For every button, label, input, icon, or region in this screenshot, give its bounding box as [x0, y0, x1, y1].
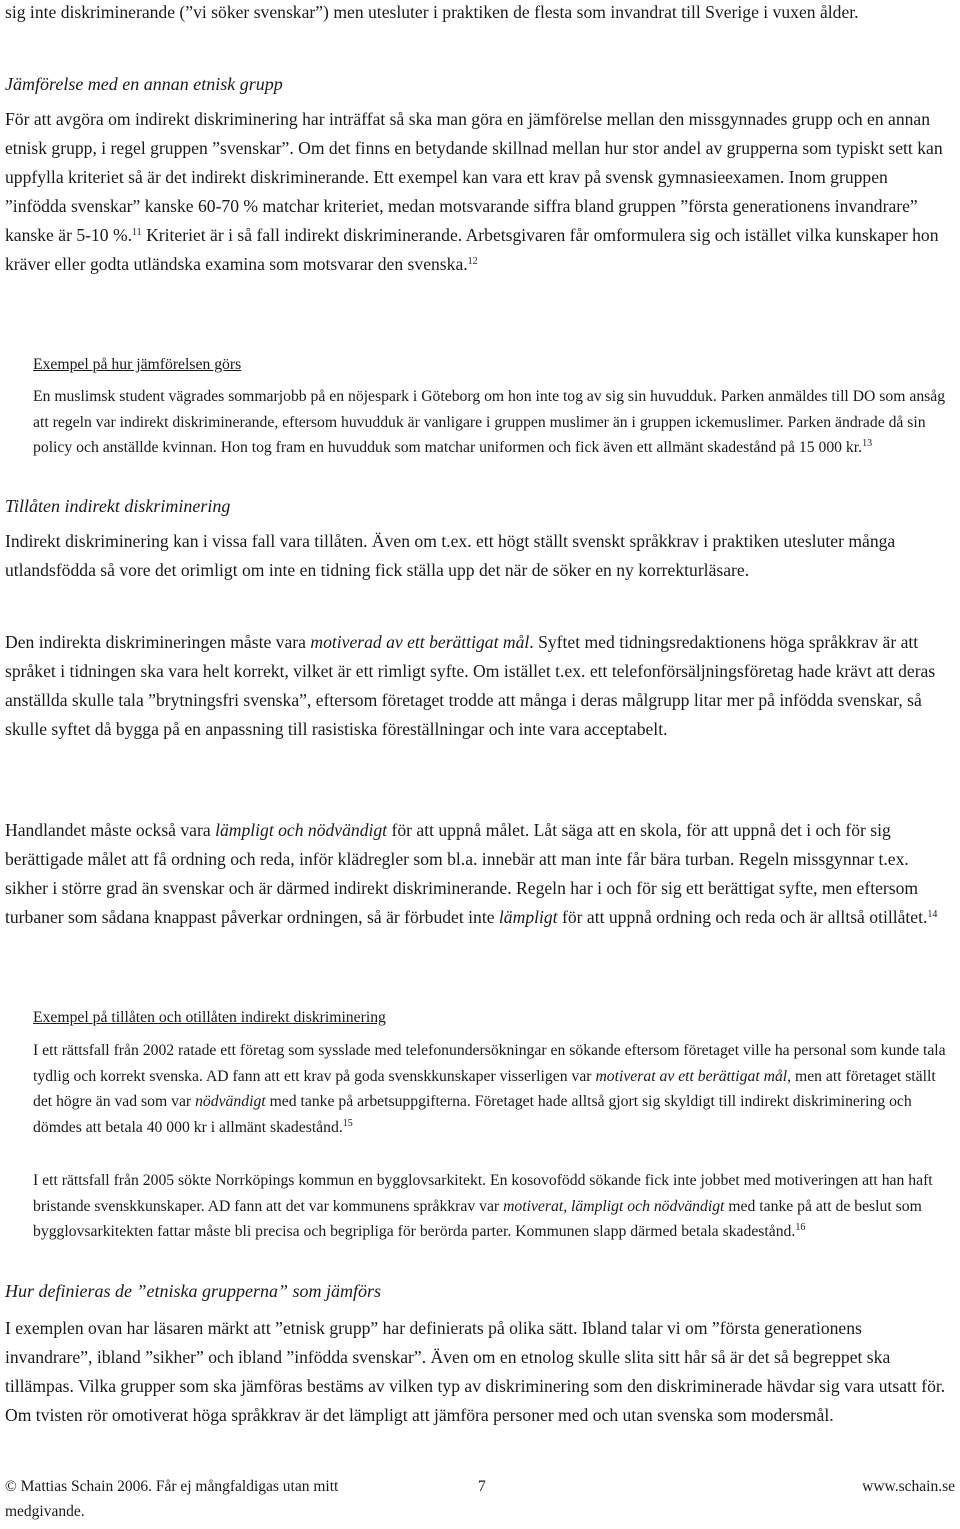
footer-website-link[interactable]: www.schain.se	[862, 1478, 955, 1495]
emphasis: lämpligt och nödvändigt	[215, 820, 388, 840]
footnote-ref-13: 13	[862, 438, 873, 449]
emphasis: motiverat, lämpligt och nödvändigt	[503, 1197, 725, 1215]
example-text: I ett rättsfall från 2002 ratade ett företag som sysslade med telefonundersökningar en sökande eftersom företaget ville ha personal som kunde tala tydlig och korrekt svenska. AD fann att ett krav på goda svenskkunskaper visserligen var	[33, 1042, 946, 1085]
example-text: I ett rättsfall från 2005 sökte Norrköpings kommun en bygglovsarkitekt. En kosovofödd sökande fick inte jobbet med motiveringen att han haft bristande svenskkunskaper. AD fann att det var kommunens språkkrav var	[33, 1172, 933, 1215]
footnote-ref-14: 14	[927, 909, 938, 920]
paragraph-motiverad	[5, 628, 953, 744]
paragraph-text: sig inte diskriminerande (”vi söker svenskar”) men utesluter i praktiken de flesta som invandrat till Sverige i vuxen ålder.	[5, 2, 859, 22]
emphasis: nödvändigt	[195, 1093, 266, 1110]
heading-jamforelse: Jämförelse med en annan etnisk grupp	[5, 74, 283, 94]
paragraph-tillaten	[5, 527, 953, 585]
example-text-case-2002	[33, 1038, 955, 1140]
example-text-case-2005	[33, 1168, 955, 1245]
footer-page-number: 7	[478, 1478, 486, 1495]
footnote-ref-12: 12	[467, 256, 478, 267]
example-text-huvudduk	[33, 384, 955, 461]
example-title-tillaten: Exempel på tillåten och otillåten indirekt diskriminering	[33, 1009, 386, 1026]
example-text: En muslimsk student vägrades sommarjobb på en nöjespark i Göteborg om hon inte tog av sig sin huvudduk. Parken anmäldes till DO som ansåg att regeln var indirekt diskriminerande, eftersom huvudduk är vanligare i gruppen muslimer än i gruppen ickemuslimer. Parken ändrade då sin policy och anställde kvinnan. Hon tog fram en huvudduk som matchar uniformen och fick även ett allmänt skadestånd på 15 000 kr.	[33, 388, 946, 456]
paragraph-text: Indirekt diskriminering kan i vissa fall vara tillåten. Även om t.ex. ett högt ställt svenskt språkkrav i praktiken utesluter många utlandsfödda så vore det orimligt om inte en tidning fick ställa upp det när de söker en ny korrekturläsare.	[5, 531, 896, 580]
paragraph-text: . Syftet med tidningsredaktionens höga språkkrav är att språket i tidningen ska vara helt korrekt, vilket är ett rimligt syfte. Om istället t.ex. ett telefonförsäljningsföretag hade krävt att deras anställda skulle tala ”brytningsfri svenska”, eftersom företaget trodde att många i deras målgrupp litar mer på infödda svenskar, så skulle syftet då bygga på en anpassning till rasistiska föreställningar och inte vara acceptabelt.	[5, 632, 936, 739]
footnote-ref-11: 11	[132, 227, 142, 238]
paragraph-jamforelse	[5, 105, 953, 279]
paragraph-text: För att avgöra om indirekt diskriminering har inträffat så ska man göra en jämförelse mellan den missgynnades grupp och en annan etnisk grupp, i regel gruppen ”svenskar”. Om det finns en betydande skillnad mellan hur stor andel av grupperna som typiskt sett kan uppfylla kriteriet så är det indirekt diskriminerande. Ett exempel kan vara ett krav på svensk gymnasieexamen. Inom gruppen ”infödda svenskar” kanske 60-70 % matchar kriteriet, medan motsvarande siffra bland gruppen ”första generationens invandrare” kanske är 5-10 %.	[5, 109, 943, 245]
emphasis: motiverat av ett berättigat mål	[595, 1067, 788, 1085]
emphasis: motiverad av ett berättigat mål	[310, 632, 530, 652]
example-text: , men att företaget ställt det högre än vad som var	[33, 1067, 936, 1110]
emphasis: lämpligt	[498, 907, 558, 927]
paragraph-text: för att uppnå målet. Låt säga att en skola, för att uppnå det i och för sig berättigade målet att få ordning och reda, inför klädregler som bl.a. innebär att man inte får bära turban. Regeln missgynnar t.ex. sikher i större grad än svenskar och är därmed indirekt diskriminerande. Regeln har i och för sig ett berättigat syfte, men eftersom turbaner som sådana knappast påverkar ordningen, så är förbudet inte	[5, 820, 919, 927]
footer-copyright: © Mattias Schain 2006. Får ej mångfaldigas utan mitt medgivande.	[5, 1478, 339, 1520]
paragraph-text: Kriteriet är i så fall indirekt diskriminerande. Arbetsgivaren får omformulera sig och istället vilka kunskaper hon kräver eller godta utländska examina som motsvarar den svenska.	[5, 225, 939, 274]
paragraph-text: Handlandet måste också vara	[5, 820, 216, 840]
page-footer	[5, 1474, 955, 1526]
heading-etniska-grupperna: Hur definieras de ”etniska grupperna” som jämförs	[5, 1281, 382, 1301]
paragraph-text: Den indirekta diskrimineringen måste vara	[5, 632, 311, 652]
example-title-jamforelse: Exempel på hur jämförelsen görs	[33, 356, 242, 373]
paragraph-text: för att uppnå ordning och reda och är alltså otillåtet.	[557, 907, 928, 927]
footnote-ref-16: 16	[795, 1222, 806, 1233]
footnote-ref-15: 15	[342, 1117, 353, 1129]
example-text: med tanke på att de beslut som bygglovsarkitekten fattar måste bli precisa och begripliga för berörda parter. Kommunen slapp därmed betala skadestånd.	[33, 1197, 922, 1240]
paragraph-text: I exemplen ovan har läsaren märkt att ”etnisk grupp” har definierats på olika sätt. Ibland talar vi om ”första generationens invandrare”, ibland ”sikher” och ibland ”infödda svenskar”. Även om en etnolog skulle slita sitt hår så är det så begreppet ska tillämpas. Vilka grupper som ska jämföras bestäms av vilken typ av diskriminering som den diskriminerade hävdar sig vara utsatt för. Om tvisten rör omotiverat höga språkkrav är det lämpligt att jämföra personer med och utan svenska som modersmål.	[5, 1318, 946, 1425]
paragraph-lampligt	[5, 816, 953, 932]
paragraph-etniska-grupperna	[5, 1314, 953, 1430]
paragraph-continuation	[5, 0, 953, 27]
example-text: med tanke på arbetsuppgifterna. Företaget hade alltså gjort sig skyldigt till indirekt diskriminering och dömdes att betala 40 000 kr i allmänt skadestånd.	[33, 1093, 912, 1136]
heading-tillaten: Tillåten indirekt diskriminering	[5, 496, 231, 516]
